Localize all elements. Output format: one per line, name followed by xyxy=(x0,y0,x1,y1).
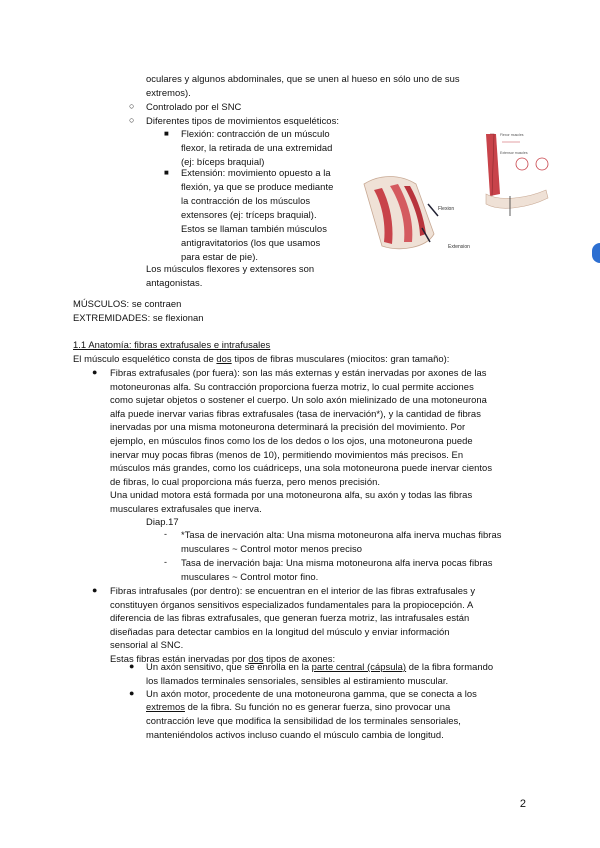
tasa-alta-line: musculares ~ Control motor menos preciso xyxy=(181,543,362,554)
tasa-baja-line: Tasa de inervación baja: Una misma motoneurona alfa inerva pocas fibras xyxy=(181,557,493,568)
intrafusales-line: Fibras intrafusales (por dentro): se encuentran en el interior de las fibras extrafusales y xyxy=(110,585,476,596)
musculos-line: MÚSCULOS: se contraen xyxy=(73,298,182,309)
intrafusales-line: sensorial al SNC. xyxy=(110,639,184,651)
hollow-bullet: ○ xyxy=(129,101,135,111)
intrafusales-line: constituyen órganos sensitivos especializados fundamentales para la propiocepción. A xyxy=(110,598,474,610)
extremidades-line: EXTREMIDADES: se flexionan xyxy=(73,312,204,323)
extrafusales-line: alfa puede inervar varias fibras extrafusales (tasa de inervación*), y la cantidad de fibras xyxy=(110,407,481,419)
extension-line: antigravitatorios (los que usamos xyxy=(181,237,321,248)
antagonists-line: antagonistas. xyxy=(146,277,203,288)
axon-motor-line: Un axón motor, procedente de una motoneurona gamma, que se conecta a los xyxy=(146,688,477,699)
diap-ref: Diap.17 xyxy=(146,516,179,527)
axon-motor-line: contracción leve que modifica la sensibilidad de los terminales sensoriales, xyxy=(146,715,461,726)
intrafusales-block xyxy=(110,584,475,666)
small-label-2: Extensor muscles xyxy=(500,151,528,155)
axon-motor-line: manteniéndolos activos incluso cuando el músculo cambia de longitud. xyxy=(146,729,444,740)
section-heading: 1.1 Anatomía: fibras extrafusales e intrafusales xyxy=(73,339,271,350)
extension-label: Extension xyxy=(448,244,470,250)
continuation-line-1: oculares y algunos abdominales, que se unen al hueso en sólo uno de sus xyxy=(146,73,460,84)
extrafusales-line: músculos más grandes, como los cuádriceps, una sola motoneurona puede inervar cientos xyxy=(110,462,493,474)
antagonists-line: Los músculos flexores y extensores son xyxy=(146,263,315,274)
extrafusales-line: Una unidad motora está formada por una motoneurona alfa, su axón y todas las fibras xyxy=(110,489,473,501)
square-bullet: ■ xyxy=(164,168,169,177)
dot-bullet: ● xyxy=(92,367,98,377)
extrafusales-line: musculares extrafusales que inerva. xyxy=(110,502,262,514)
extrafusales-line: de fibras, lo cual proporciona más fuerza, pero menos precisión. xyxy=(110,475,381,487)
dot-bullet: ● xyxy=(129,661,135,671)
flexion-line: (ej: bíceps braquial) xyxy=(181,156,265,167)
tasa-baja-line: musculares ~ Control motor fino. xyxy=(181,571,319,582)
flexion-line: Flexión: contracción de un músculo xyxy=(181,128,330,139)
flexion-line: flexor, la retirada de una extremidad xyxy=(181,142,333,153)
dash-bullet: - xyxy=(164,529,167,539)
extension-line: extensores (ej: tríceps braquial). xyxy=(181,209,317,220)
continuation-line-2: extremos). xyxy=(146,87,191,98)
extension-line: Extensión: movimiento opuesto a la xyxy=(181,167,331,178)
extension-line: flexión, ya que se produce mediante xyxy=(181,181,334,192)
square-bullet: ■ xyxy=(164,129,169,138)
page-number: 2 xyxy=(519,798,526,810)
extrafusales-line: motoneuronas alfa. Su contracción proporciona fuerza motriz, lo cual permite acciones xyxy=(110,380,474,392)
tasa-alta-line: *Tasa de inervación alta: Una misma motoneurona alfa inerva muchas fibras xyxy=(181,529,502,540)
extrafusales-line: ejemplo, en músculos finos como los de los dedos o los ojos, una motoneurona puede xyxy=(110,434,473,446)
axon-sensitivo-line: los llamados terminales sensoriales, sensibles al estiramiento muscular. xyxy=(146,675,449,686)
extrafusales-block xyxy=(110,366,492,516)
extrafusales-line: como sujetar objetos o sostener el cuerpo. Un solo axón mielinizado de una motoneurona xyxy=(110,394,487,406)
side-tab[interactable] xyxy=(592,243,600,263)
dash-bullet: - xyxy=(164,557,167,567)
extension-line: para estar de pie). xyxy=(181,251,259,262)
item-tipos: Diferentes tipos de movimientos esqueléticos: xyxy=(146,115,339,126)
hollow-bullet: ○ xyxy=(129,115,135,125)
dot-bullet: ● xyxy=(129,688,135,698)
flexion-label: Flexion xyxy=(438,206,455,212)
small-label-1: Flexor muscles xyxy=(500,133,524,137)
extension-line: Estos se llaman también músculos xyxy=(181,223,327,234)
axones-intro: Estas fibras están inervadas por dos tipos de axones: xyxy=(110,652,336,664)
axon-sensitivo-line: Un axón sensitivo, que se enrolla en la parte central (cápsula) de la fibra formando xyxy=(146,661,494,672)
arm-muscles-figure xyxy=(360,124,550,264)
extension-line: la contracción de los músculos xyxy=(181,195,311,206)
extrafusales-line: inervar muy pocas fibras (menos de 10), permitiendo movimientos más precisos. En xyxy=(110,448,464,460)
extrafusales-line: Fibras extrafusales (por fuera): son las más externas y están inervadas por axones de las xyxy=(110,367,487,378)
section-intro: El músculo esquelético consta de dos tipos de fibras musculares (miocitos: gran tamaño): xyxy=(73,353,450,364)
item-snc: Controlado por el SNC xyxy=(146,101,242,112)
axon-motor-line: extremos de la fibra. Su función no es generar fuerza, sino provocar una xyxy=(146,701,451,712)
intrafusales-line: diferencia de las fibras extrafusales, que generan fuerza motriz, las intrafusales están xyxy=(110,612,470,624)
extrafusales-line: inervadas por una misma motoneurona determinará la precisión del movimiento. Por xyxy=(110,421,466,433)
dot-bullet: ● xyxy=(92,585,98,595)
intrafusales-line: diseñadas para detectar cambios en la longitud del músculo y enviar información xyxy=(110,625,450,637)
